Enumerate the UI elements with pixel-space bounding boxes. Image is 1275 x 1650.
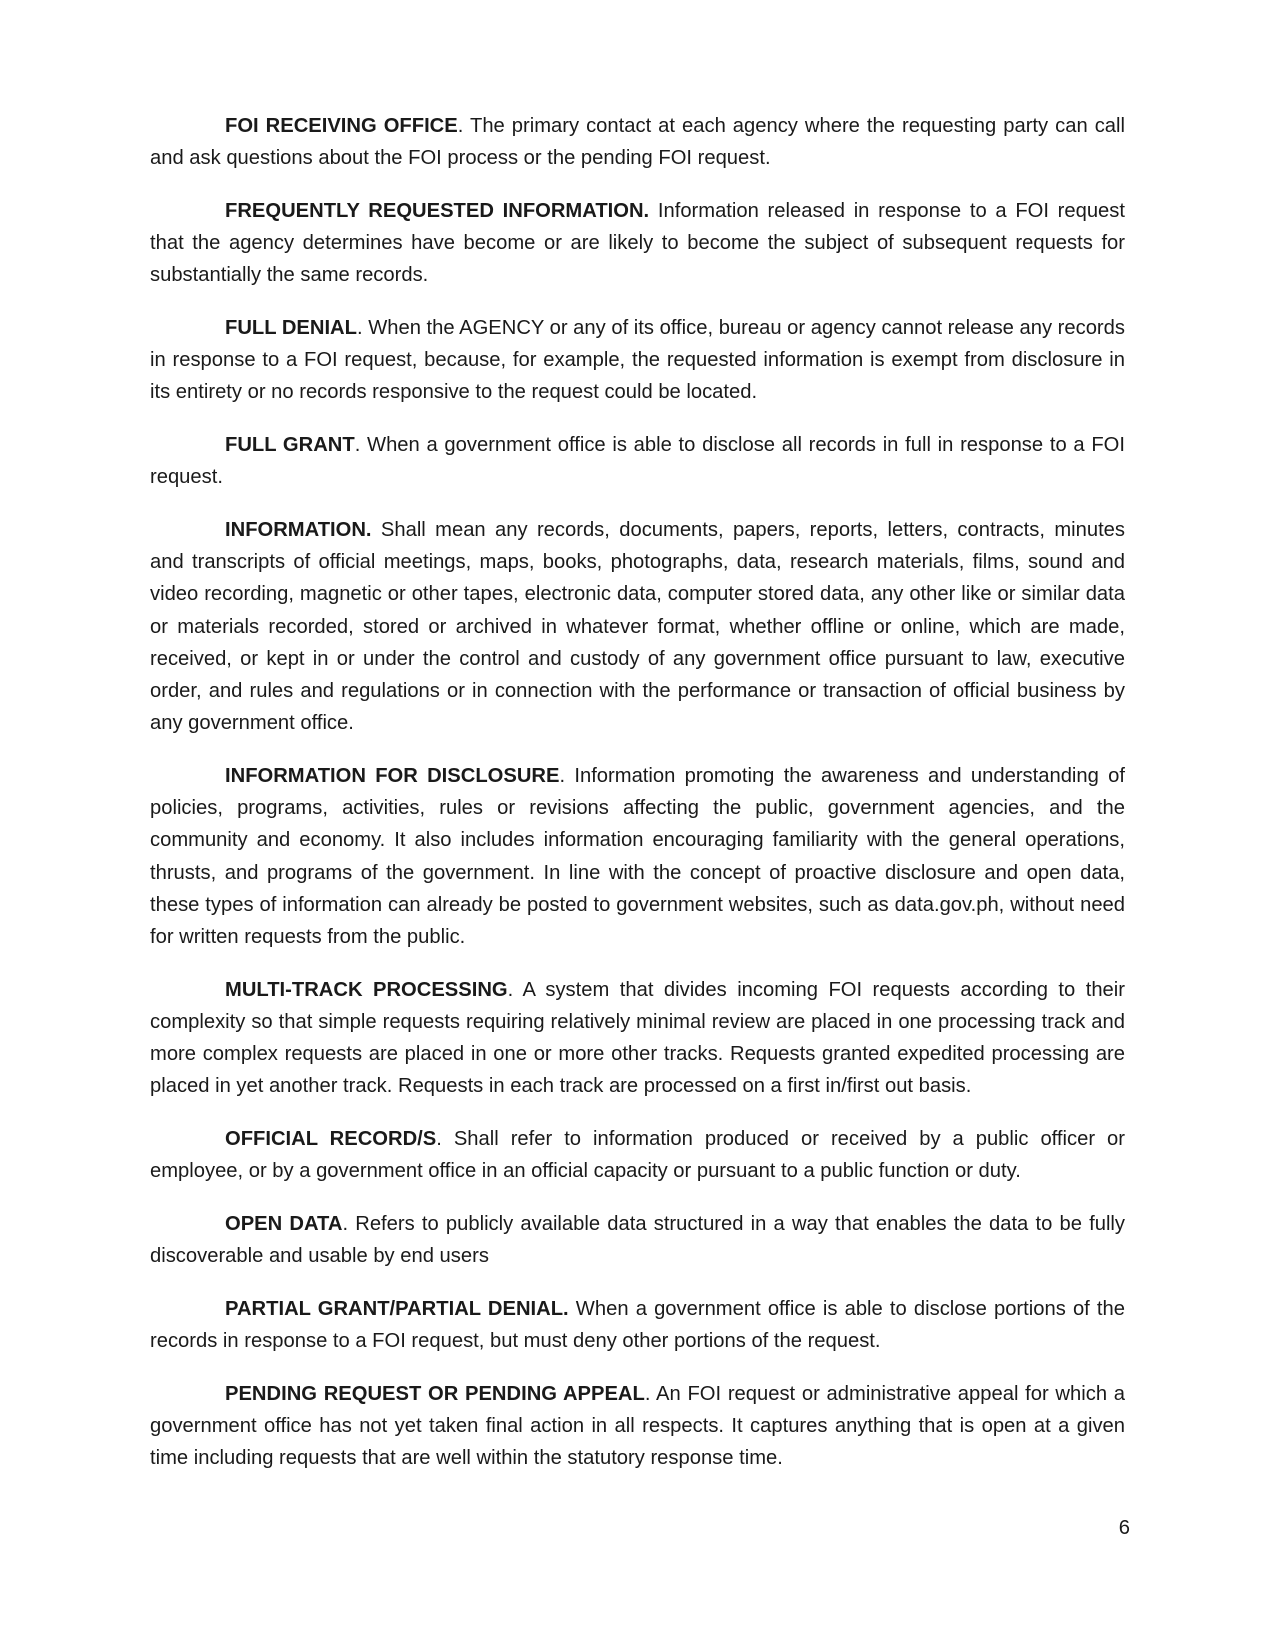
term-heading: FULL GRANT [225,434,355,457]
term-heading: MULTI-TRACK PROCESSING [225,978,508,1001]
term-heading: FULL DENIAL [225,317,357,340]
term-separator: . [342,1212,349,1235]
definition-text: A system that divides incoming FOI requests according to their complexity so that simple requests requiring relatively minimal review are placed in one processing track and more complex requests are placed in one or more other tracks. Requests granted expedited processing are placed in yet another track. Requests in each track are processed on a first in/first out basis. [150,978,1125,1098]
term-separator: . [354,434,361,457]
definition-text: Shall mean any records, documents, papers, reports, letters, contracts, minutes and transcripts of official meetings, maps, books, photographs, data, research materials, films, sound and video recording, magnetic or other tapes, electronic data, computer stored data, any other like or similar data or materials recorded, stored or archived in whatever format, whether offline or online, which are made, received, or kept in or under the control and custody of any government office pursuant to law, executive order, and rules and regulations or in connection with the performance or transaction of official business by any government office. [150,519,1125,735]
definition-text: When the AGENCY or any of its office, bureau or agency cannot release any records in response to a FOI request, because, for example, the requested information is exempt from disclosure in its entirety or no records responsive to the request could be located. [150,317,1125,404]
term-heading: PENDING REQUEST OR PENDING APPEAL [225,1382,645,1405]
definition-text: Shall refer to information produced or received by a public officer or employee, or by a government office in an official capacity or pursuant to a public function or duty. [150,1127,1125,1183]
definition-information [150,514,1125,739]
term-heading: PARTIAL GRANT/PARTIAL DENIAL. [225,1297,569,1320]
term-heading: OFFICIAL RECORD/S [225,1127,437,1150]
definition-text: Information released in response to a FOI request that the agency determines have become or are likely to become the subject of subsequent requests for substantially the same records. [150,199,1125,287]
definition-text: When a government office is able to disclose all records in full in response to a FOI request. [150,434,1125,489]
term-separator: . [559,764,566,787]
definition-pending-request-or-pending-appeal [150,1378,1125,1475]
term-separator: . [356,317,363,340]
definition-frequently-requested-information [150,195,1125,292]
definition-text: When a government office is able to disclose portions of the records in response to a FOI request, but must deny other portions of the request. [150,1297,1125,1352]
term-heading: INFORMATION FOR DISCLOSURE [225,764,560,787]
definition-open-data [150,1208,1125,1272]
term-separator: . [436,1127,442,1150]
term-separator: . [457,115,464,137]
document-body [150,110,1125,1495]
definition-foi-receiving-office [150,110,1125,174]
definition-full-denial [150,312,1125,409]
term-separator: . [644,1382,651,1405]
term-heading: OPEN DATA [225,1212,343,1235]
definition-information-for-disclosure [150,760,1125,953]
term-separator: . [507,978,514,1001]
definition-text: The primary contact at each agency where the requesting party can call and ask questions about the FOI process or the pending FOI request. [150,115,1125,170]
definition-official-records [150,1123,1125,1187]
definition-partial-grant-partial-denial [150,1293,1125,1357]
definition-text: Refers to publicly available data structured in a way that enables the data to be fully discoverable and usable by end users [150,1212,1126,1268]
page-number: 6 [1118,1517,1130,1539]
definition-multi-track-processing [150,974,1125,1103]
definition-full-grant [150,429,1125,493]
term-heading: INFORMATION. [225,519,372,542]
definition-text: Information promoting the awareness and understanding of policies, programs, activities, rules or revisions affecting the public, government agencies, and the community and economy. It also includes information encouraging familiarity with the general operations, thrusts, and programs of the government. In line with the concept of proactive disclosure and open data, these types of information can already be posted to government websites, such as data.gov.ph, without need for written requests from the public. [150,764,1125,948]
term-heading: FREQUENTLY REQUESTED INFORMATION. [225,199,650,222]
definition-text: An FOI request or administrative appeal for which a government office has not yet taken final action in all respects. It captures anything that is open at a given time including requests that are well within the statutory response time. [150,1382,1125,1470]
term-heading: FOI RECEIVING OFFICE [225,115,458,137]
